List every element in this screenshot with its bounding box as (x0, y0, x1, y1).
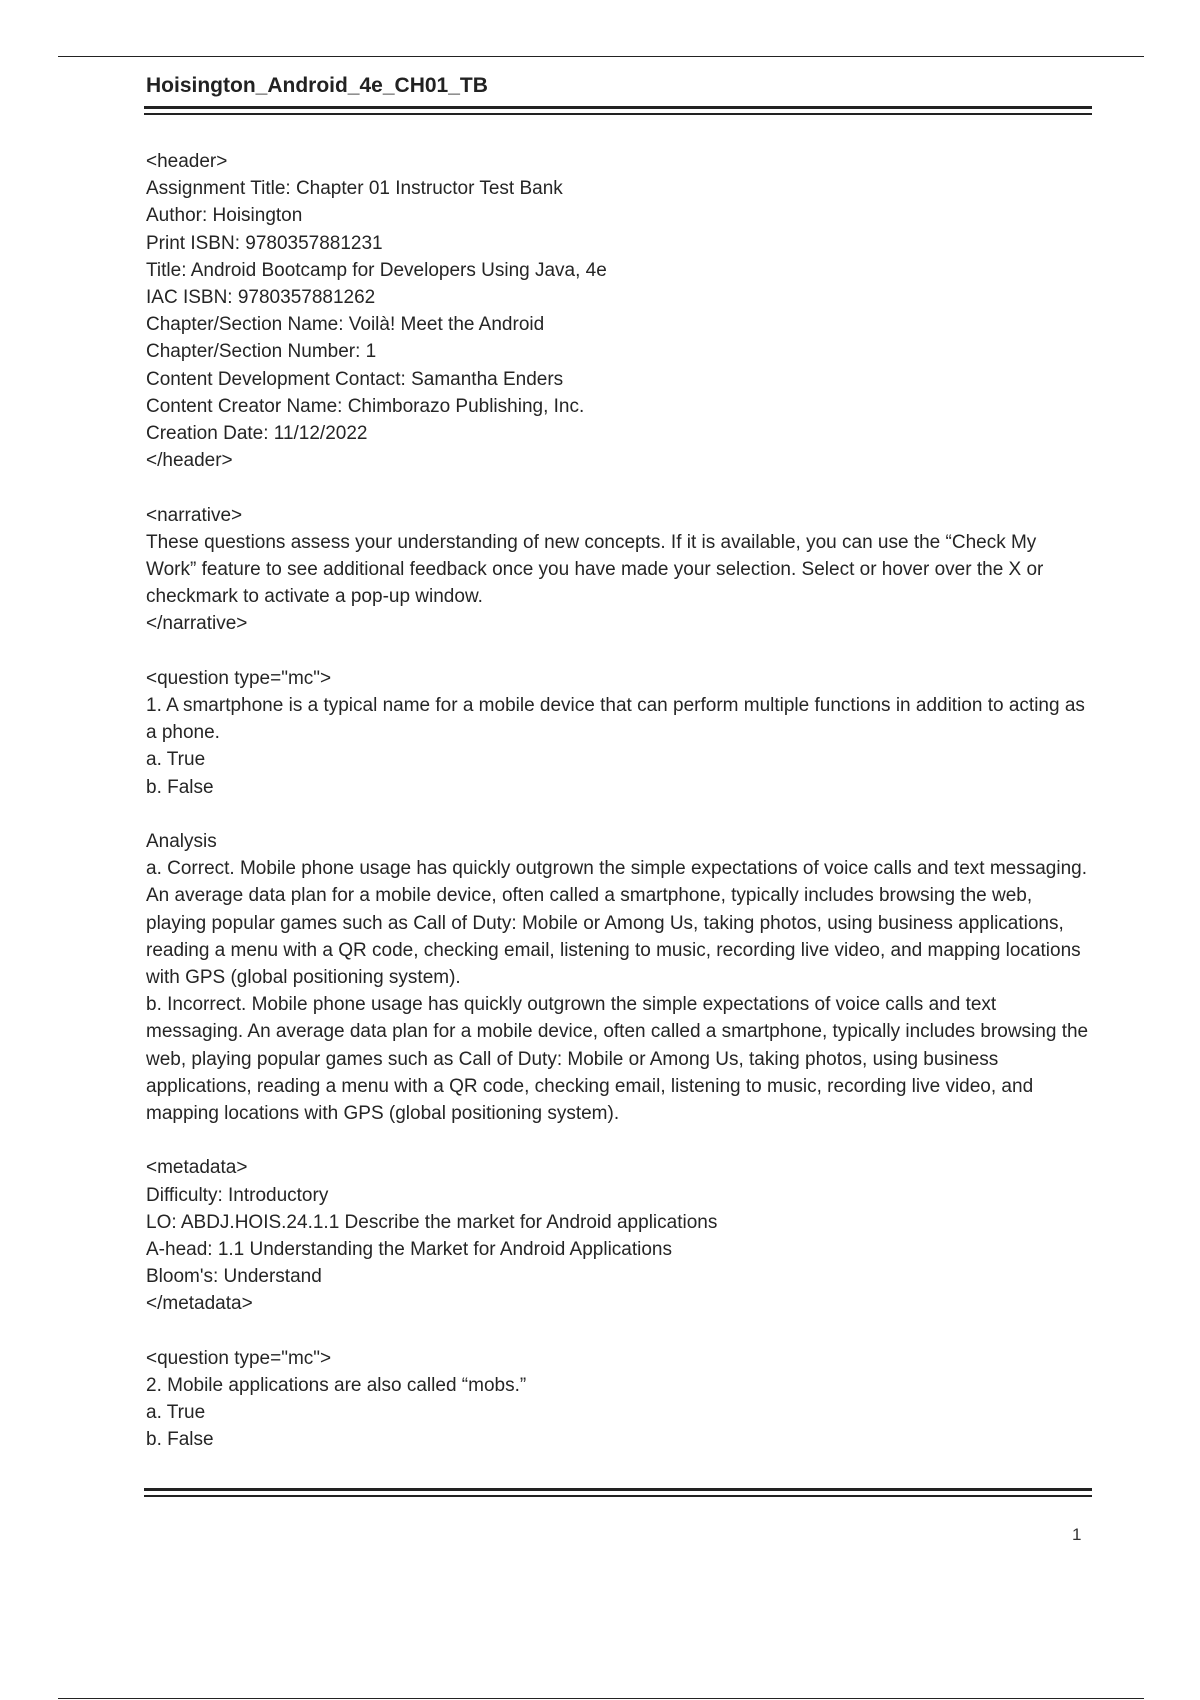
assignment-title: Assignment Title: Chapter 01 Instructor Test Bank (146, 178, 563, 200)
print-isbn: Print ISBN: 9780357881231 (146, 232, 383, 254)
iac-isbn: IAC ISBN: 9780357881262 (146, 287, 376, 309)
creation-date: Creation Date: 11/12/2022 (146, 423, 368, 445)
document-title: Hoisington_Android_4e_CH01_TB (146, 74, 488, 97)
metadata-close-tag: </metadata> (146, 1293, 253, 1315)
question-2-text: 2. Mobile applications are also called “mobs.” (146, 1375, 527, 1397)
question-2-open-tag: <question type="mc"> (146, 1347, 332, 1369)
analysis-b: b. Incorrect. Mobile phone usage has quickly outgrown the simple expectations of voice calls and text messaging. An average data plan for a mobile device, often called a smartphone, typically includes browsing the web, playing popular games such as Call of Duty: Mobile or Among Us, taking photos, using business applications, reading a menu with a QR code, checking email, listening to music, recording live video, and mapping locations with GPS (global positioning system). (146, 994, 1094, 1125)
content-creator: Content Creator Name: Chimborazo Publishing, Inc. (146, 395, 585, 417)
metadata-lo: LO: ABDJ.HOIS.24.1.1 Describe the market for Android applications (146, 1211, 718, 1233)
page-number: 1 (1072, 1525, 1082, 1544)
question-1-open-tag: <question type="mc"> (146, 667, 332, 689)
metadata-blooms: Bloom's: Understand (146, 1266, 322, 1288)
analysis-a: a. Correct. Mobile phone usage has quickly outgrown the simple expectations of voice calls and text messaging. An average data plan for a mobile device, often called a smartphone, typically includes browsing the web, playing popular games such as Call of Duty: Mobile or Among Us, taking photos, using business applications, reading a menu with a QR code, checking email, listening to music, recording live video, and mapping locations with GPS (global positioning system). (146, 858, 1092, 989)
narrative-text: These questions assess your understanding of new concepts. If it is available, you can use the “Check My Work” feature to see additional feedback once you have made your selection. Select or hover over the X or checkmark to activate a pop-up window. (146, 531, 1049, 608)
page-top-rule (58, 56, 1144, 57)
question-1-text: 1. A smartphone is a typical name for a mobile device that can perform multiple functions in addition to acting as a phone. (146, 695, 1091, 744)
metadata-a-head: A-head: 1.1 Understanding the Market for Android Applications (146, 1239, 672, 1261)
section-number: Chapter/Section Number: 1 (146, 341, 377, 363)
document-body (146, 148, 1094, 1454)
metadata-block (146, 1154, 1091, 1317)
metadata-open-tag: <metadata> (146, 1157, 248, 1179)
section-name: Chapter/Section Name: Voilà! Meet the Android (146, 314, 545, 336)
question-1 (146, 665, 1094, 1127)
analysis-label: Analysis (146, 831, 217, 853)
page-bottom-rule (58, 1698, 1144, 1699)
question-1-option-b: b. False (146, 776, 214, 798)
question-2 (146, 1345, 1091, 1454)
book-title: Title: Android Bootcamp for Developers Using Java, 4e (146, 259, 607, 281)
question-1-option-a: a. True (146, 749, 206, 771)
narrative-block (146, 502, 1091, 638)
header-close-tag: </header> (146, 450, 233, 472)
narrative-open-tag: <narrative> (146, 504, 243, 526)
narrative-close-tag: </narrative> (146, 613, 248, 635)
question-2-option-a: a. True (146, 1402, 206, 1424)
header-open-tag: <header> (146, 151, 228, 172)
metadata-difficulty: Difficulty: Introductory (146, 1184, 329, 1206)
footer-double-rule (144, 1488, 1092, 1498)
question-2-option-b: b. False (146, 1429, 214, 1451)
author: Author: Hoisington (146, 205, 303, 227)
header-double-rule (144, 106, 1092, 116)
content-contact: Content Development Contact: Samantha Enders (146, 368, 564, 390)
header-block (146, 148, 1091, 474)
